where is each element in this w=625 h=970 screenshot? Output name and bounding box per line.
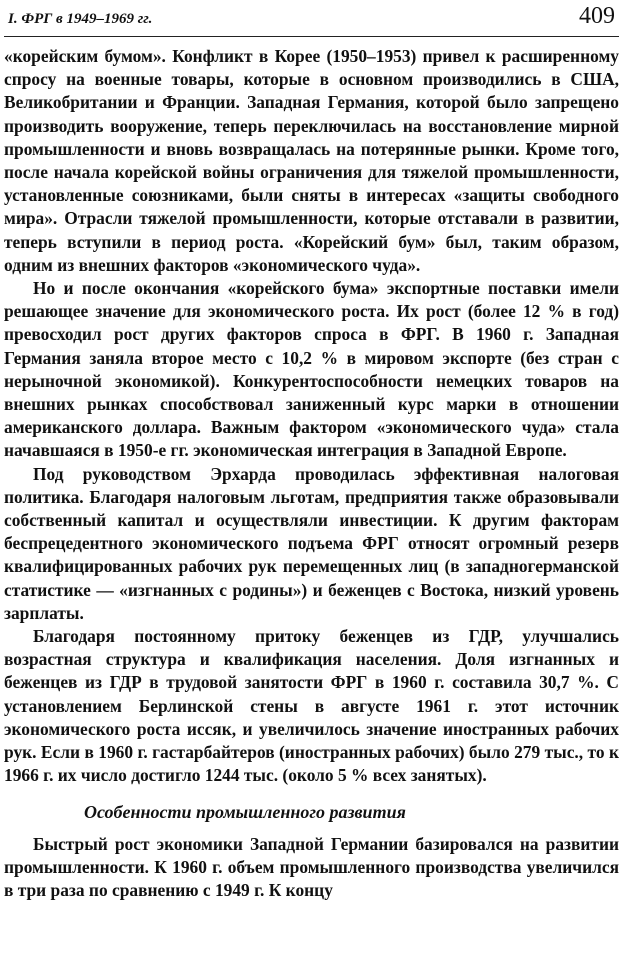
- paragraph-tax-policy: Под руководством Эрхарда проводилась эффективная налоговая политика. Благодаря налоговым льготам, предприятия также образовывали собственный капитал и осуществляли инвестиции. К другим факторам беспрецедентного экономического подъема ФРГ относят огромный резерв квалифицированных рабочих рук перемещенных лиц (в западногерманской статистике — «изгнанных с родины») и беженцев с Востока, низкий уровень зарплаты.: [4, 463, 619, 623]
- section-heading: Особенности промышленного развития: [84, 801, 406, 822]
- page-number: 409: [579, 3, 615, 29]
- running-head: I. ФРГ в 1949–1969 гг.: [8, 11, 153, 27]
- body-text: [4, 45, 619, 902]
- paragraph-refugees: Благодаря постоянному притоку беженцев из ГДР, улучшались возрастная структура и квалификация населения. Доля изгнанных и беженцев из ГДР в трудовой занятости ФРГ в 1960 г. составила 30,7 %. С установлением Берлинской стены в августе 1961 г. этот источник экономического роста иссяк, и увеличилось значение иностранных рабочих рук. Если в 1960 г. гастарбайтеров (иностранных рабочих) было 279 тыс., то к 1966 г. их число достигло 1244 тыс. (около 5 % всех занятых).: [4, 626, 619, 786]
- paragraph-korean-boom: «корейским бумом». Конфликт в Корее (1950–1953) привел к расширенному спросу на военные товары, которые в основном производились в США, Великобритании и Франции. Западная Германия, которой было запрещено производить вооружение, теперь переключилась на восстановление мирной промышленности и вновь возвращалась на потерянные рынки. Кроме того, после начала корейской войны ограничения для тяжелой промышленности, установленные союзниками, были сняты в интересах «защиты свободного мира». Отрасли тяжелой промышленности, которые отставали в развитии, теперь вступили в период роста. «Корейский бум» был, таким образом, одним из внешних факторов «экономического чуда».: [4, 46, 619, 275]
- paragraph-industry: Быстрый рост экономики Западной Германии базировался на развитии промышленности. К 1960 г. объем промышленного производства увеличился в три раза по сравнению с 1949 г. К концу: [4, 833, 619, 901]
- paragraph-export: Но и после окончания «корейского бума» экспортные поставки имели решающее значение для экономического роста. Их рост (более 12 % в год) превосходил рост других факторов спроса в ФРГ. В 1960 г. Западная Германия заняла второе место с 10,2 % в мировом экспорте (без стран с нерыночной экономикой). Конкурентоспособности немецких товаров на внешних рынках способствовал заниженный курс марки в отношении американского доллара. Важным фактором «экономического чуда» стала начавшаяся в 1950-е гг. экономическая интеграция в Западной Европе.: [4, 278, 619, 461]
- page-header: [4, 0, 619, 37]
